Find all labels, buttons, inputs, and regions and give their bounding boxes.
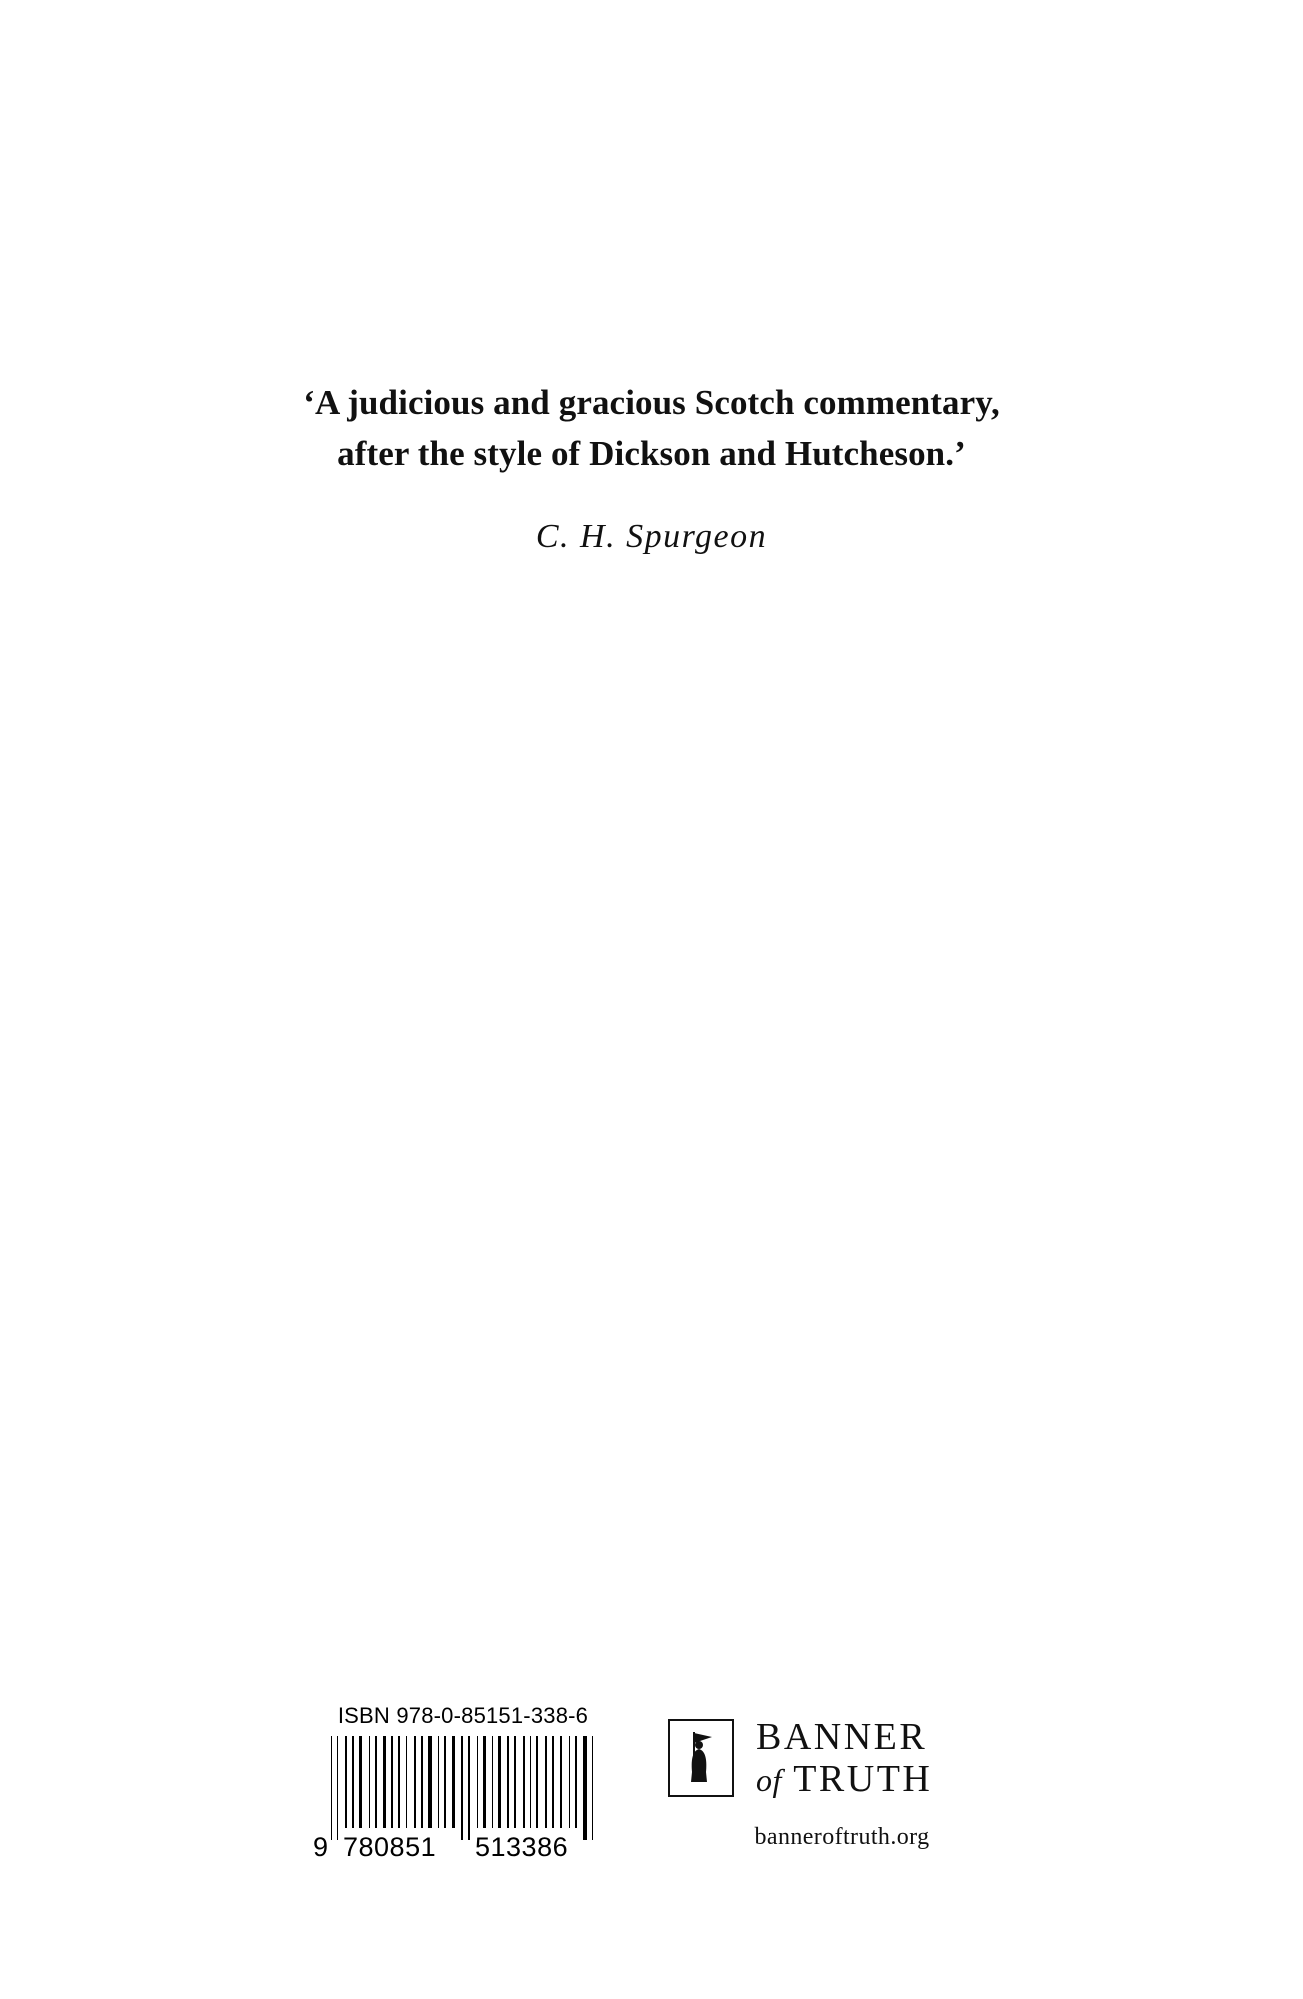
publisher-name-banner: BANNER [756,1716,928,1758]
barcode-bar [536,1736,538,1828]
isbn-barcode-block [313,1703,613,1862]
barcode-space [589,1736,590,1828]
publisher-name-truth: TRUTH [793,1758,933,1800]
barcode-space [572,1736,573,1828]
barcode-bar [514,1736,516,1828]
barcode-bar [383,1736,385,1828]
barcode-bar [483,1736,486,1828]
barcode-bar [545,1736,547,1828]
barcode-space [434,1736,436,1828]
barcode-bar [428,1736,431,1828]
barcode-bar [575,1736,577,1828]
endorsement-blurb [0,378,1303,556]
blurb-quote-line-2: after the style of Dickson and Hutcheson.’ [337,433,966,473]
barcode-space [356,1736,357,1828]
blurb-attribution: C. H. Spurgeon [535,517,768,555]
barcode-bar [398,1736,400,1828]
barcode-bar [337,1736,338,1840]
barcode-bar [369,1736,370,1828]
publisher-website[interactable]: banneroftruth.org [754,1824,930,1850]
barcode-space [527,1736,528,1828]
barcode-space [540,1736,542,1828]
publisher-logo [668,1718,1008,1851]
barcode-bar [414,1736,416,1828]
barcode-bar [592,1736,593,1840]
barcode-space [472,1736,474,1828]
barcode-space [388,1736,389,1828]
barcode-space [379,1736,381,1828]
barcode-space [518,1736,520,1828]
barcode-space [340,1736,342,1828]
barcode-bar [391,1736,393,1828]
barcode-space [465,1736,466,1828]
barcode-bar [452,1736,454,1828]
barcode-bar [406,1736,407,1828]
barcode-space [409,1736,411,1828]
barcode-bar [375,1736,377,1828]
barcode-bar [477,1736,478,1828]
barcode-bar [438,1736,439,1828]
barcode-space [564,1736,566,1828]
publisher-name-truth-row [756,1760,932,1798]
barcode-space [349,1736,350,1828]
barcode-space [533,1736,534,1828]
publisher-logo-row [668,1718,1008,1798]
barcode-bar [583,1736,586,1840]
barcode-bar [492,1736,493,1828]
barcode-space [556,1736,558,1828]
barcode-space [395,1736,396,1828]
barcode-space [480,1736,481,1828]
barcode-bar [331,1736,332,1840]
barcode-bar [461,1736,463,1840]
barcode-bar [468,1736,470,1840]
barcode-bar [421,1736,423,1828]
barcode-bar [530,1736,531,1828]
barcode-space [488,1736,490,1828]
publisher-wordmark [756,1718,932,1798]
blurb-quote-line-1: ‘A judicious and gracious Scotch commentary, [303,383,1000,422]
barcode-bar [352,1736,354,1828]
barcode-bar [345,1736,347,1828]
barcode-bar [507,1736,509,1828]
barcode-bar [359,1736,362,1828]
barcode-space [425,1736,426,1828]
barcode-space [511,1736,512,1828]
barcode-space [372,1736,373,1828]
barcode-space [448,1736,450,1828]
barcode-bar [523,1736,525,1828]
barcode-space [441,1736,442,1828]
barcode-space [457,1736,459,1828]
barcode-space [334,1736,335,1828]
barcode-digit-group-2: 513386 [475,1832,569,1862]
back-cover-footer [0,1669,1303,1999]
isbn-label: ISBN 978-0-85151-338-6 [337,1703,589,1728]
barcode-bar [560,1736,562,1828]
barcode-bars [331,1736,595,1840]
barcode-digit-group-1: 780851 [343,1832,437,1862]
barcode-digit-left: 9 [313,1832,329,1862]
blurb-quote-text [212,378,1092,480]
barcode-space [364,1736,366,1828]
banner-bearer-icon [668,1719,734,1797]
barcode-bar [444,1736,446,1828]
barcode-space [549,1736,550,1828]
barcode-space [402,1736,404,1828]
publisher-name-of: of [756,1762,782,1798]
barcode-space [503,1736,505,1828]
barcode-space [579,1736,581,1828]
barcode-space [495,1736,496,1828]
barcode-bar [552,1736,554,1828]
barcode-graphic [313,1736,613,1862]
barcode-space [418,1736,419,1828]
barcode-bar [569,1736,570,1828]
barcode-bar [498,1736,500,1828]
